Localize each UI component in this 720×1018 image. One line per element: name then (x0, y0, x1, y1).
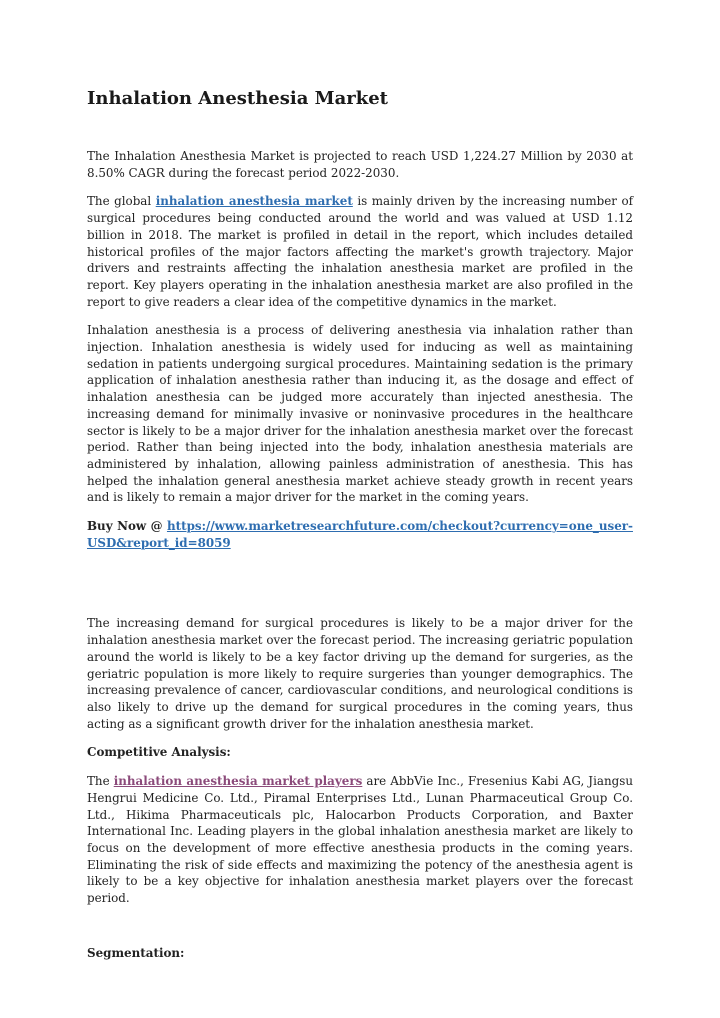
market-players-link[interactable]: inhalation anesthesia market players (113, 774, 363, 789)
p4-pre: The (87, 774, 114, 789)
market-link[interactable]: inhalation anesthesia market (155, 194, 353, 209)
buy-now-line-2 (87, 535, 633, 552)
page-title: Inhalation Anesthesia Market (87, 88, 388, 109)
paragraph-players (87, 773, 633, 907)
p1-post: is mainly driven by the increasing number of surgical procedures being conducted around the world and was valued at USD 1.12 billion in 2018. The market is profiled in detail in the report, which includes detailed historical profiles of the major factors affecting the market's growth trajectory. Major drivers and restraints affecting the inhalation anesthesia market are profiled in the report. Key players operating in the inhalation anesthesia market are also profiled in the report to give readers a clear idea of the competitive dynamics in the market. (87, 194, 634, 309)
competitive-analysis-heading: Competitive Analysis: (87, 745, 231, 760)
now-word: Now (117, 519, 147, 534)
buy-word: Buy (87, 519, 113, 534)
p1-pre: The global (87, 194, 156, 209)
paragraph-overview (87, 193, 633, 310)
paragraph-definition: Inhalation anesthesia is a process of delivering anesthesia via inhalation rather than injection. Inhalation anesthesia is widely used for inducing as well as maintaining sedation in patients undergoing surgical procedures. Maintaining sedation is the primary application of inhalation anesthesia rather than inducing it, as the dosage and effect of inhalation anesthesia can be judged more accurately than injected anesthesia. The increasing demand for minimally invasive or noninvasive procedures in the healthcare sector is likely to be a major driver for the inhalation anesthesia market over the forecast period. Rather than being injected into the body, inhalation anesthesia materials are administered by inhalation, allowing painless administration of anesthesia. This has helped the inhalation general anesthesia market achieve steady growth in recent years and is likely to remain a major driver for the market in the coming years. (87, 323, 633, 505)
buy-now-line (87, 518, 633, 535)
checkout-link[interactable]: https://www.marketresearchfuture.com/checkout?currency=one_user- (166, 519, 633, 534)
intro-paragraph: The Inhalation Anesthesia Market is projected to reach USD 1,224.27 Million by 2030 at 8.50% CAGR during the forecast period 2022-2030. (87, 149, 633, 180)
at-symbol: @ (150, 519, 163, 534)
p4-post: are AbbVie Inc., Fresenius Kabi AG, Jiangsu Hengrui Medicine Co. Ltd., Piramal Enterprises Ltd., Lunan Pharmaceutical Group Co. Ltd., Hikima Pharmaceuticals plc, Halocarbon Products Corporation, and Baxter International Inc. Leading players in the global inhalation anesthesia market are likely to focus on the development of more effective anesthesia products in the coming years. Eliminating the risk of side effects and maximizing the potency of the anesthesia agent is likely to be a key objective for inhalation anesthesia market players over the forecast period. (87, 774, 633, 906)
checkout-link-continued[interactable]: USD&report_id=8059 (87, 535, 231, 550)
spacer (87, 563, 633, 615)
segmentation-heading: Segmentation: (87, 945, 185, 960)
paragraph-demand: The increasing demand for surgical procedures is likely to be a major driver for the inhalation anesthesia market over the forecast period. The increasing geriatric population around the world is likely to be a key factor driving up the demand for surgeries, as the geriatric population is more likely to require surgeries than younger demographics. The increasing prevalence of cancer, cardiovascular conditions, and neurological conditions is also likely to drive up the demand for surgical procedures in the coming years, thus acting as a significant growth driver for the inhalation anesthesia market. (87, 616, 633, 731)
